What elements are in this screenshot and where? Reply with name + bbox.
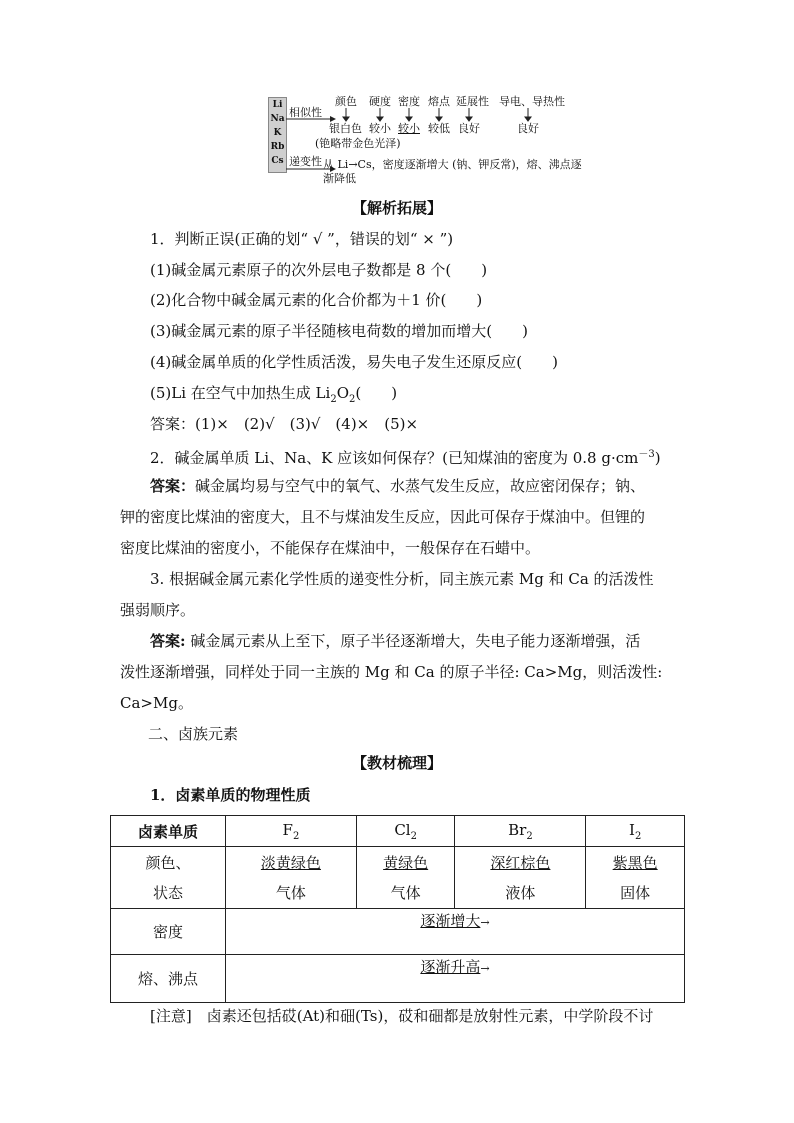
table-corner: 卤素单质	[111, 816, 226, 847]
similarity-label: 相似性	[289, 106, 322, 119]
q3-line-1: 3. 根据碱金属元素化学性质的递变性分析，同主族元素 Mg 和 Ca 的活泼性	[150, 570, 654, 588]
val-melting: 较低	[428, 122, 450, 135]
halogen-table	[110, 815, 685, 1003]
prop-ductility: 延展性	[456, 95, 489, 108]
element-k: K	[273, 128, 282, 138]
note-line: [注意] 卤素还包括砹(At)和鿬(Ts)，砹和鿬都是放射性元素，中学阶段不讨	[150, 1007, 654, 1025]
q1-item-3: (3)碱金属元素的原子半径随核电荷数的增加而增大( )	[150, 322, 528, 340]
col-i2: $I_2$	[586, 816, 685, 847]
q2-title: 2．碱金属单质 Li、Na、K 应该如何保存？(已知煤油的密度为 0.8 $g\cdot cm^{-3}$)	[150, 449, 661, 467]
gradient-text-2: 渐降低	[323, 172, 356, 185]
prop-conductivity: 导电、导热性	[499, 95, 565, 108]
prop-hardness: 硬度	[369, 95, 391, 108]
element-li: Li	[272, 100, 283, 110]
q3-line-2: 强弱顺序。	[120, 601, 196, 619]
col-br2: $Br_2$	[455, 816, 586, 847]
element-cs: Cs	[271, 156, 284, 166]
val-hardness: 较小	[369, 122, 391, 135]
q3-answer-line-3: Ca>Mg。	[120, 694, 193, 712]
q3-answer-line-1: 答案: 碱金属元素从上至下，原子半径逐渐增大，失电子能力逐渐增强，活	[150, 632, 641, 650]
cell-density-trend: 逐渐增大→	[226, 909, 685, 955]
cell-melting-trend: 逐渐升高→	[226, 955, 685, 1003]
q2-answer-line-1: 答案：碱金属均易与空气中的氧气、水蒸气发生反应，故应密闭保存；钠、	[150, 477, 646, 495]
cell-cl2-color-state: 黄绿色 气体	[356, 847, 455, 909]
prop-density: 密度	[398, 95, 420, 108]
table-header-row	[111, 816, 685, 847]
q1-item-4: (4)碱金属单质的化学性质活泼，易失电子发生还原反应( )	[150, 353, 558, 371]
cell-f2-color-state: 淡黄绿色 气体	[226, 847, 357, 909]
val-color: 银白色	[329, 122, 362, 135]
q1-item-2: (2)化合物中碱金属元素的化合价都为＋1 价( )	[150, 291, 483, 309]
color-note: (铯略带金色光泽)	[315, 137, 401, 150]
col-cl2: $Cl_2$	[356, 816, 455, 847]
cell-br2-color-state: 深红棕色 液体	[455, 847, 586, 909]
section2-title: 二、卤族元素	[148, 725, 239, 743]
analysis-header: 【解析拓展】	[351, 199, 442, 217]
val-density: 较小	[398, 122, 420, 135]
element-rb: Rb	[270, 142, 285, 152]
q1-item-1: (1)碱金属元素原子的次外层电子数都是 8 个( )	[150, 261, 488, 279]
section2-subtitle: 1．卤素单质的物理性质	[150, 786, 311, 804]
prop-color: 颜色	[335, 95, 357, 108]
row-label-melting: 熔、沸点	[111, 955, 226, 1003]
q1-answer: 答案：(1)× (2)√ (3)√ (4)× (5)×	[150, 415, 419, 433]
row-label-color-state: 颜色、 状态	[111, 847, 226, 909]
alkali-element-box	[268, 97, 287, 173]
textbook-header: 【教材梳理】	[351, 754, 442, 772]
table-row-color-state	[111, 847, 685, 909]
gradient-text-1: 从 Li→Cs，密度逐渐增大 (钠、钾反常)，熔、沸点逐	[323, 158, 582, 171]
val-ductility: 良好	[458, 122, 480, 135]
q1-item-5: (5)Li 在空气中加热生成 $Li_2O_2$( )	[150, 384, 398, 405]
val-conductivity: 良好	[517, 122, 539, 135]
gradient-label: 递变性	[289, 155, 322, 168]
q2-answer-line-3: 密度比煤油的密度小，不能保存在煤油中，一般保存在石蜡中。	[120, 539, 541, 557]
table-row-density	[111, 909, 685, 955]
table-row-melting	[111, 955, 685, 1003]
row-label-density: 密度	[111, 909, 226, 955]
q1-title: 1．判断正误(正确的划“ √ ”，错误的划“ × ”)	[150, 230, 454, 248]
cell-i2-color-state: 紫黑色 固体	[586, 847, 685, 909]
q3-answer-line-2: 泼性逐渐增强，同样处于同一主族的 Mg 和 Ca 的原子半径: Ca>Mg，则活泼性:	[120, 663, 663, 681]
element-na: Na	[270, 114, 285, 124]
q2-answer-line-2: 钾的密度比煤油的密度大，且不与煤油发生反应，因此可保存于煤油中。但锂的	[120, 508, 646, 526]
property-down-arrows	[330, 108, 560, 122]
prop-melting: 熔点	[428, 95, 450, 108]
col-f2: $F_2$	[226, 816, 357, 847]
